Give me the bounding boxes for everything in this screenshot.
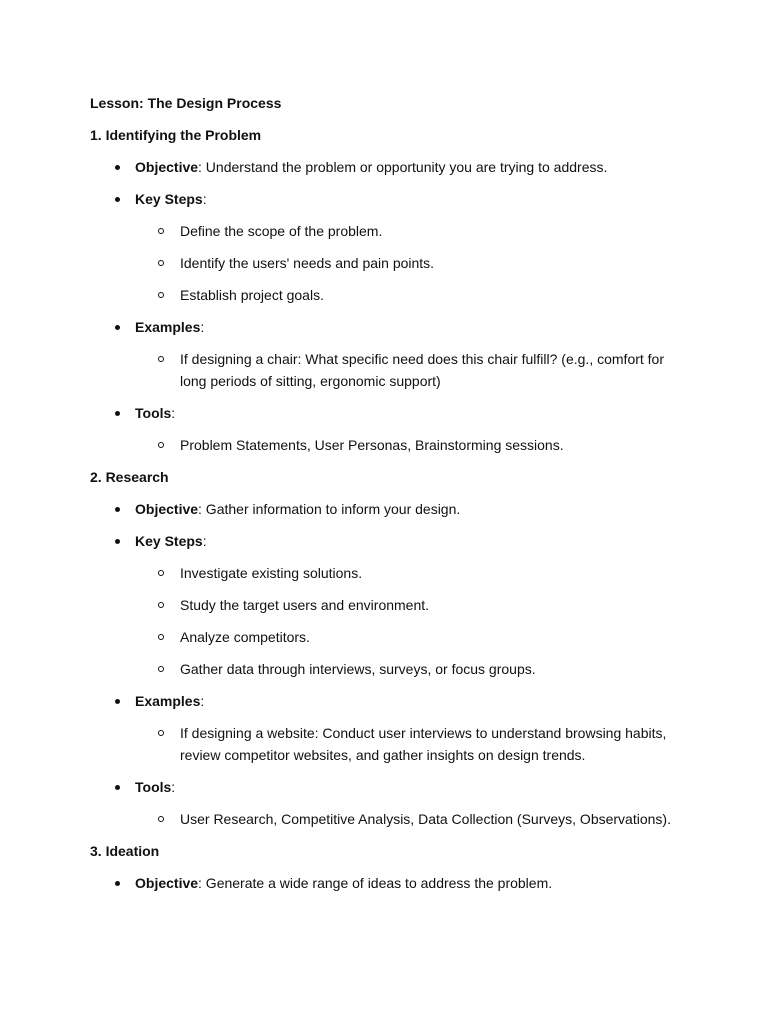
bullet-label: Examples — [135, 319, 201, 335]
sub-bullet — [90, 348, 680, 392]
bullet-dot-icon — [115, 325, 120, 330]
bullet-examples — [90, 690, 680, 712]
bullet-text: : Gather information to inform your design. — [198, 501, 461, 517]
bullet-tools — [90, 776, 680, 798]
sub-bullet — [90, 808, 680, 830]
sub-bullet-circle-icon — [158, 602, 164, 608]
bullet-text: : Generate a wide range of ideas to address the problem. — [198, 875, 553, 891]
sub-bullet-circle-icon — [158, 260, 164, 266]
bullet-key-steps — [90, 530, 680, 552]
sub-bullet-text: Investigate existing solutions. — [180, 565, 363, 581]
document-page — [90, 92, 680, 904]
sub-bullet-text: Identify the users' needs and pain points. — [180, 255, 435, 271]
bullet-tools — [90, 402, 680, 424]
sub-bullet — [90, 434, 680, 456]
sub-bullet — [90, 658, 680, 680]
bullet-objective — [90, 872, 680, 894]
sub-bullet-text: Problem Statements, User Personas, Brainstorming sessions. — [180, 437, 564, 453]
bullet-label: Objective — [135, 501, 199, 517]
bullet-dot-icon — [115, 197, 120, 202]
section-heading-ideation: 3. Ideation — [90, 843, 160, 859]
bullet-dot-icon — [115, 785, 120, 790]
bullet-key-steps — [90, 188, 680, 210]
sub-bullet-text: If designing a website: Conduct user interviews to understand browsing habits, review competitor websites, and gather insights on design trends. — [180, 725, 667, 763]
sub-bullet-circle-icon — [158, 816, 164, 822]
bullet-colon: : — [171, 405, 176, 421]
sub-bullet-text: User Research, Competitive Analysis, Data Collection (Surveys, Observations). — [180, 811, 671, 827]
sub-bullet — [90, 220, 680, 242]
sub-bullet-text: Gather data through interviews, surveys, or focus groups. — [180, 661, 536, 677]
bullet-label: Tools — [135, 405, 172, 421]
bullet-label: Tools — [135, 779, 172, 795]
bullet-dot-icon — [115, 411, 120, 416]
bullet-label: Key Steps — [135, 533, 203, 549]
sub-bullet-circle-icon — [158, 228, 164, 234]
sub-bullet-circle-icon — [158, 634, 164, 640]
bullet-objective — [90, 498, 680, 520]
sub-bullet-text: Study the target users and environment. — [180, 597, 430, 613]
bullet-colon: : — [200, 319, 205, 335]
sub-bullet-circle-icon — [158, 570, 164, 576]
sub-bullet-circle-icon — [158, 442, 164, 448]
bullet-text: : Understand the problem or opportunity you are trying to address. — [198, 159, 608, 175]
sub-bullet — [90, 626, 680, 648]
page-title: Lesson: The Design Process — [90, 95, 282, 111]
sub-bullet-circle-icon — [158, 356, 164, 362]
bullet-objective — [90, 156, 680, 178]
bullet-dot-icon — [115, 699, 120, 704]
sub-bullet-circle-icon — [158, 666, 164, 672]
sub-bullet — [90, 594, 680, 616]
bullet-colon: : — [202, 191, 207, 207]
sub-bullet-text: Analyze competitors. — [180, 629, 310, 645]
sub-bullet — [90, 722, 680, 766]
bullet-dot-icon — [115, 881, 120, 886]
bullet-dot-icon — [115, 507, 120, 512]
bullet-label: Objective — [135, 159, 199, 175]
sub-bullet-text: If designing a chair: What specific need does this chair fulfill? (e.g., comfort for long periods of sitting, ergonomic support) — [180, 351, 665, 389]
bullet-label: Objective — [135, 875, 199, 891]
bullet-label: Key Steps — [135, 191, 203, 207]
bullet-colon: : — [171, 779, 176, 795]
sub-bullet-circle-icon — [158, 730, 164, 736]
bullet-label: Examples — [135, 693, 201, 709]
sub-bullet — [90, 562, 680, 584]
sub-bullet-text: Establish project goals. — [180, 287, 324, 303]
bullet-colon: : — [200, 693, 205, 709]
section-heading-research: 2. Research — [90, 469, 169, 485]
sub-bullet — [90, 252, 680, 274]
sub-bullet — [90, 284, 680, 306]
bullet-dot-icon — [115, 165, 120, 170]
bullet-colon: : — [202, 533, 207, 549]
bullet-dot-icon — [115, 539, 120, 544]
sub-bullet-text: Define the scope of the problem. — [180, 223, 383, 239]
section-heading-identifying-problem: 1. Identifying the Problem — [90, 127, 262, 143]
bullet-examples — [90, 316, 680, 338]
sub-bullet-circle-icon — [158, 292, 164, 298]
